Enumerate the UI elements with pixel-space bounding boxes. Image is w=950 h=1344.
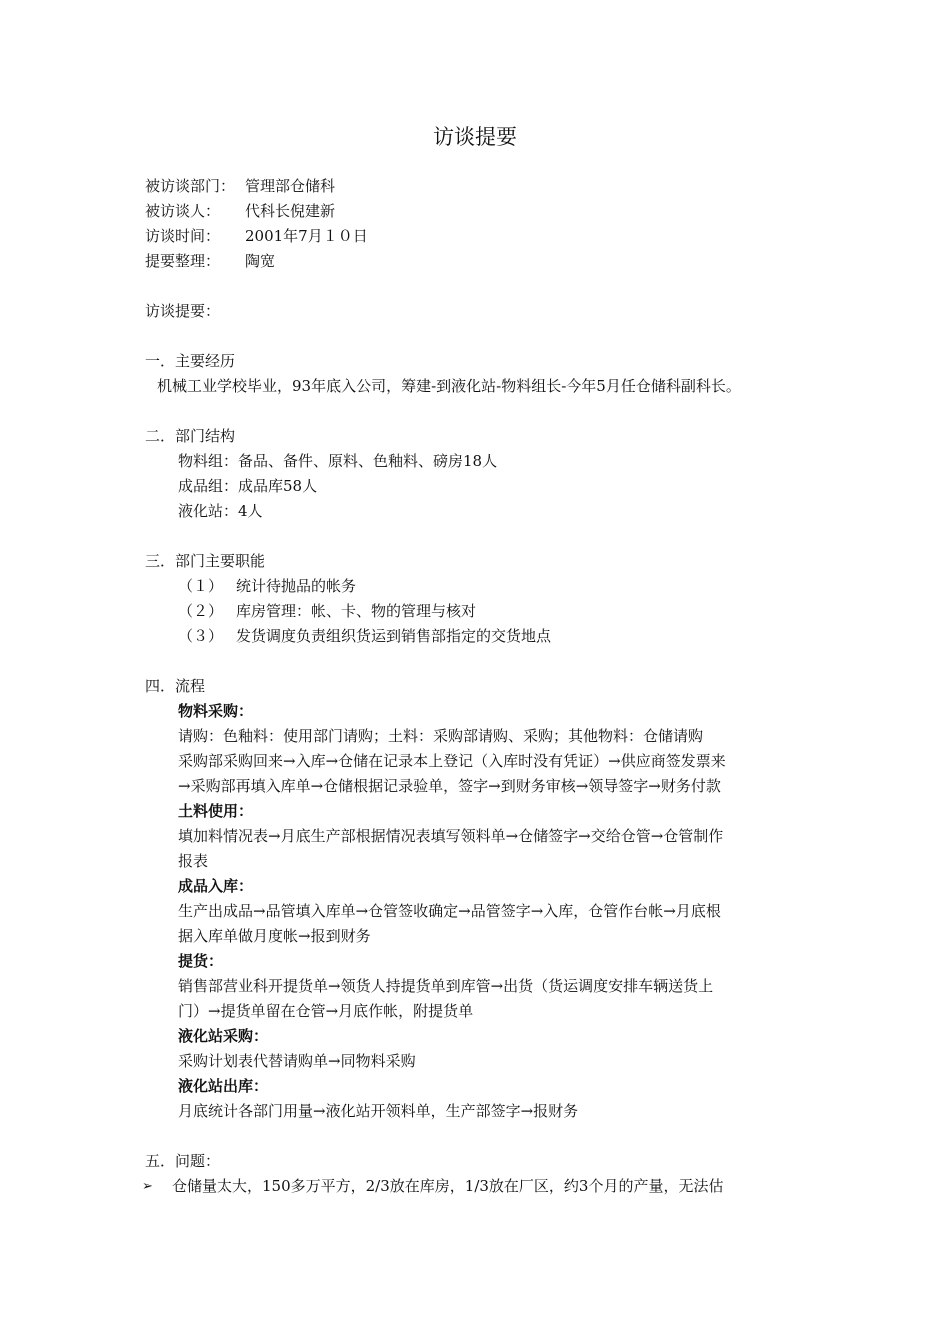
process-title: 提货： [178,952,224,970]
process-line: 填加料情况表→月底生产部根据情况表填写领料单→仓储签字→交给仓管→仓管制作 [178,827,724,845]
process-line: 请购：色釉料：使用部门请购；土料：采购部请购、采购；其他物料：仓储请购 [178,727,704,745]
spacer [145,649,810,674]
process-line: 采购部采购回来→入库→仓储在记录本上登记（入库时没有凭证）→供应商签发票来 [178,752,726,770]
meta-value: 陶宽 [245,252,276,270]
document-body [142,299,810,1199]
section-heading: 四．流程 [145,677,206,695]
function-item [145,574,810,599]
function-item [145,624,810,649]
problem-item [142,1174,810,1199]
summary-label: 访谈提要： [145,302,221,320]
process-title: 土料使用： [178,802,254,820]
process-line: →采购部再填入库单→仓储根据记录验单，签字→到财务审核→领导签字→财务付款 [178,777,721,795]
structure-item: 液化站：4人 [178,502,263,520]
section-heading: 一．主要经历 [145,352,236,370]
meta-label: 被访谈部门： [145,177,236,195]
process-title: 物料采购： [178,702,254,720]
spacer [145,1124,810,1149]
item-text: 统计待抛品的帐务 [236,577,357,595]
structure-item: 成品组：成品库58人 [178,477,318,495]
item-number: （１） [178,577,224,595]
process-line: 据入库单做月度帐→报到财务 [178,927,371,945]
meta-label: 访谈时间： [145,227,221,245]
arrowhead-bullet-icon: ➢ [142,1179,153,1194]
problem-text: 仓储量太大，150多万平方，2/3放在库房，1/3放在厂区，约3个月的产量，无法估 [172,1177,724,1195]
interview-meta [145,174,805,274]
item-text: 库房管理：帐、卡、物的管理与核对 [236,602,477,620]
document-title: 访谈提要 [433,125,517,149]
item-text: 发货调度负责组织货运到销售部指定的交货地点 [236,627,552,645]
section-heading: 三．部门主要职能 [145,552,266,570]
section-paragraph: 机械工业学校毕业，93年底入公司，筹建-到液化站-物料组长-今年5月任仓储科副科长。 [157,377,741,395]
section-heading: 五．问题： [145,1152,221,1170]
meta-row-time [145,224,805,249]
process-title: 液化站采购： [178,1027,269,1045]
item-number: （３） [178,627,224,645]
spacer [145,399,810,424]
meta-value: 2001年7月１０日 [245,227,368,245]
meta-value: 管理部仓储科 [245,177,336,195]
item-number: （２） [178,602,224,620]
structure-item: 物料组：备品、备件、原料、色釉料、磅房18人 [178,452,498,470]
meta-value: 代科长倪建新 [245,202,336,220]
spacer [145,524,810,549]
spacer [145,324,810,349]
meta-label: 被访谈人： [145,202,221,220]
function-item [145,599,810,624]
process-title: 成品入库： [178,877,254,895]
meta-label: 提要整理： [145,252,221,270]
process-line: 月底统计各部门用量→液化站开领料单，生产部签字→报财务 [178,1102,579,1120]
process-line: 生产出成品→品管填入库单→仓管签收确定→品管签字→入库，仓管作台帐→月底根 [178,902,721,920]
process-line: 门）→提货单留在仓管→月底作帐，附提货单 [178,1002,474,1020]
section-heading: 二．部门结构 [145,427,236,445]
process-line: 销售部营业科开提货单→领货人持提货单到库管→出货（货运调度安排车辆送货上 [178,977,714,995]
process-line: 报表 [178,852,209,870]
process-title: 液化站出库： [178,1077,269,1095]
meta-row-editor [145,249,805,274]
meta-row-interviewee [145,199,805,224]
meta-row-department [145,174,805,199]
process-line: 采购计划表代替请购单→同物料采购 [178,1052,416,1070]
